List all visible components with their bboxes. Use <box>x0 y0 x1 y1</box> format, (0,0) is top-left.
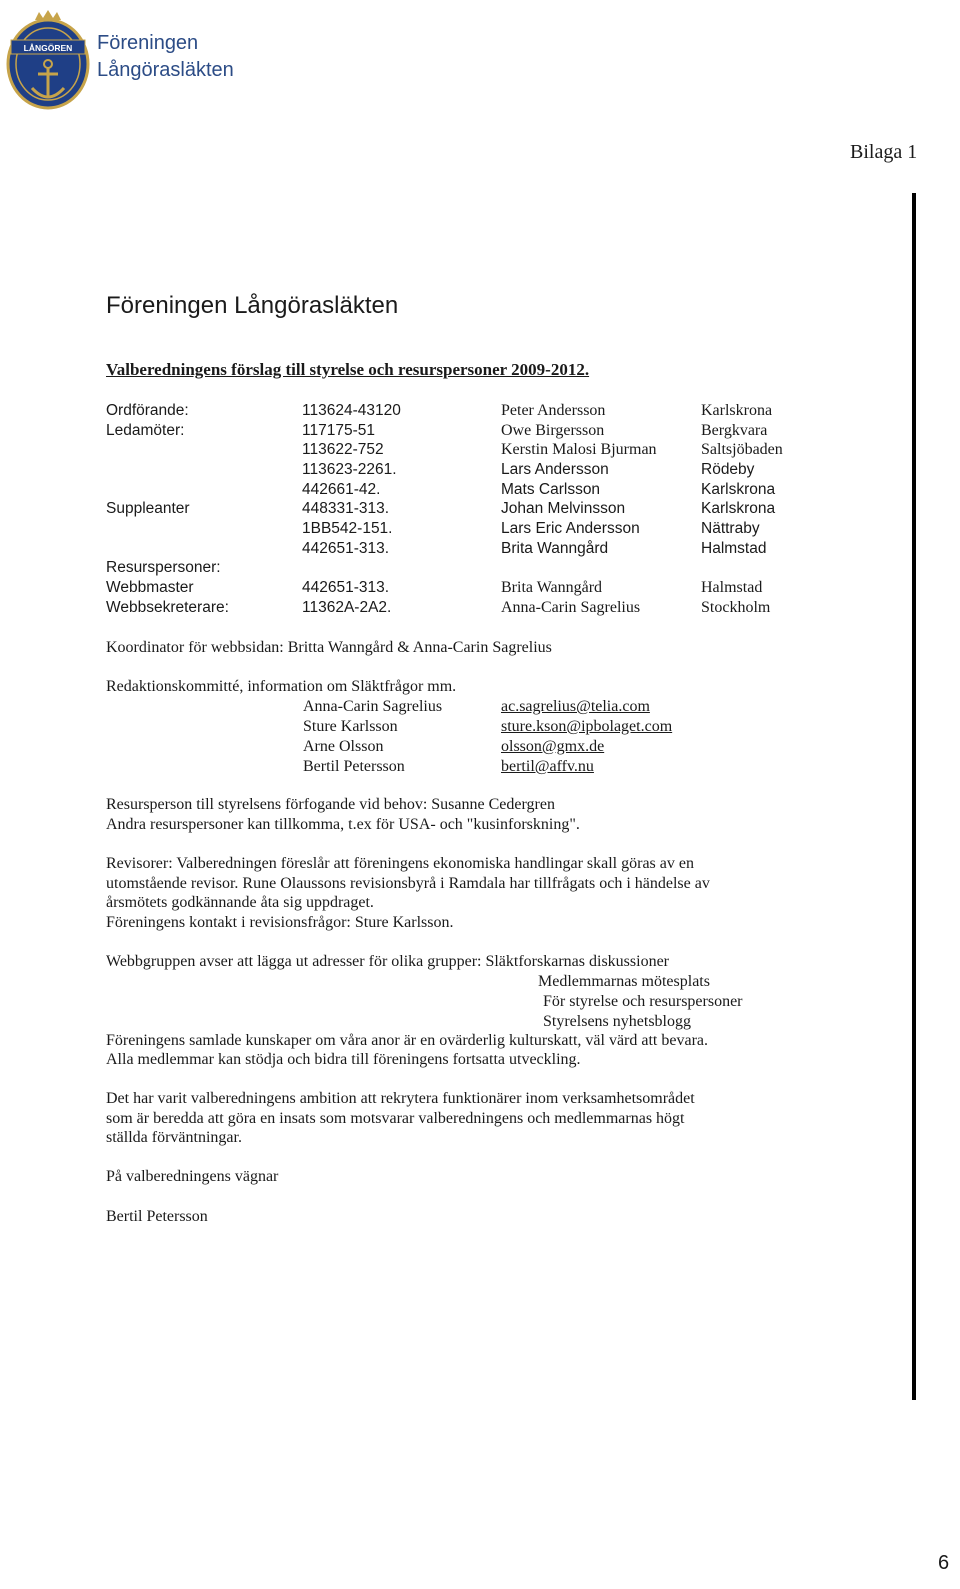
signature: Bertil Petersson <box>106 1208 208 1225</box>
member-id: 442651-313. <box>302 579 390 596</box>
member-id: 113623-2261. <box>302 461 397 478</box>
role-webbsekreterare: Webbsekreterare: <box>106 599 229 616</box>
member-name: Owe Birgersson <box>501 422 605 439</box>
member-name: Brita Wanngård <box>501 579 603 596</box>
auditor-contact: Föreningens kontakt i revisionsfrågor: Sture Karlsson. <box>106 914 454 931</box>
editor-name: Sture Karlsson <box>303 718 398 735</box>
member-name: Mats Carlsson <box>501 481 601 498</box>
editor-email-link[interactable]: ac.sagrelius@telia.com <box>501 698 650 715</box>
member-id: 442661-42. <box>302 481 381 498</box>
member-name: Peter Andersson <box>501 402 606 419</box>
member-city: Saltsjöbaden <box>701 441 783 458</box>
member-id: 117175-51 <box>302 422 375 439</box>
role-suppleanter: Suppleanter <box>106 500 190 517</box>
web-group-intro: Webbgruppen avser att lägga ut adresser för olika grupper: Släktforskarnas diskussioner <box>106 953 669 970</box>
member-city: Rödeby <box>701 461 755 478</box>
auditor-text: årsmötets godkännande åta sig uppdraget. <box>106 894 374 911</box>
section-title: Valberedningens förslag till styrelse och resurspersoner 2009-2012. <box>106 360 590 379</box>
page-number: 6 <box>938 1552 950 1574</box>
brand-name <box>97 30 234 84</box>
society-logo <box>5 6 91 110</box>
role-ordforande: Ordförande: <box>106 402 189 419</box>
member-name: Anna-Carin Sagrelius <box>501 599 641 616</box>
resource-person-note: Andra resurspersoner kan tillkomma, t.ex för USA- och "kusinforskning". <box>106 816 580 833</box>
member-id: 113624-43120 <box>302 402 401 419</box>
member-name: Kerstin Malosi Bjurman <box>501 441 657 458</box>
editor-email-link[interactable]: sture.kson@ipbolaget.com <box>501 718 673 735</box>
heritage-text: Alla medlemmar kan stödja och bidra till föreningens fortsatta utveckling. <box>106 1051 581 1068</box>
member-id: 1BB542-151. <box>302 520 393 537</box>
ambition-text: som är beredda att göra en insats som motsvarar valberedningens och medlemmarnas högt <box>106 1110 685 1127</box>
editor-name: Arne Olsson <box>303 738 384 755</box>
member-city: Halmstad <box>701 540 767 557</box>
web-group-item: För styrelse och resurspersoner <box>543 993 743 1010</box>
member-id: 448331-313. <box>302 500 390 517</box>
web-group-item: Medlemmarnas mötesplats <box>538 973 710 990</box>
resource-person-line: Resursperson till styrelsens förfogande vid behov: Susanne Cedergren <box>106 796 555 813</box>
editor-name: Bertil Petersson <box>303 758 405 775</box>
attachment-label: Bilaga 1 <box>850 141 918 163</box>
brand-line-2: Långörasläkten <box>97 59 234 81</box>
coordinator-line: Koordinator för webbsidan: Britta Wanngård & Anna-Carin Sagrelius <box>106 639 552 656</box>
editor-email-link[interactable]: bertil@affv.nu <box>501 758 594 775</box>
member-city: Karlskrona <box>701 481 776 498</box>
ambition-text: Det har varit valberedningens ambition att rekrytera funktionärer inom verksamhetsområdet <box>106 1090 695 1107</box>
svg-text:LÅNGÖREN: LÅNGÖREN <box>23 43 73 53</box>
editor-name: Anna-Carin Sagrelius <box>303 698 443 715</box>
member-city: Stockholm <box>701 599 771 616</box>
brand-line-1: Föreningen <box>97 32 199 54</box>
member-city: Karlskrona <box>701 402 773 419</box>
web-group-item: Styrelsens nyhetsblogg <box>543 1013 691 1030</box>
member-id: 113622-752 <box>302 441 384 458</box>
member-city: Nättraby <box>701 520 760 537</box>
ambition-text: ställda förväntningar. <box>106 1129 242 1146</box>
member-name: Brita Wanngård <box>501 540 609 557</box>
auditor-text: Revisorer: Valberedningen föreslår att föreningens ekonomiska handlingar skall göras av en <box>106 855 694 872</box>
member-city: Karlskrona <box>701 500 776 517</box>
editorial-heading: Redaktionskommitté, information om Släktfrågor mm. <box>106 678 457 695</box>
auditor-text: utomstående revisor. Rune Olaussons revisionsbyrå i Ramdala har tillfrågats och i händelse av <box>106 875 710 892</box>
member-city: Bergkvara <box>701 422 768 439</box>
member-name: Lars Andersson <box>501 461 609 478</box>
member-id: 442651-313. <box>302 540 390 557</box>
member-name: Lars Eric Andersson <box>501 520 640 537</box>
role-ledamoter: Ledamöter: <box>106 422 185 439</box>
role-resurspersoner: Resurspersoner: <box>106 559 221 576</box>
heritage-text: Föreningens samlade kunskaper om våra anor är en ovärderlig kulturskatt, väl värd att bevara. <box>106 1032 709 1049</box>
member-name: Johan Melvinsson <box>501 500 626 517</box>
closing-line: På valberedningens vägnar <box>106 1168 279 1185</box>
role-webbmaster: Webbmaster <box>106 579 194 596</box>
margin-bar <box>912 193 916 1400</box>
member-id: 11362A-2A2. <box>302 599 392 616</box>
member-city: Halmstad <box>701 579 763 596</box>
editor-email-link[interactable]: olsson@gmx.de <box>501 738 605 755</box>
document-title: Föreningen Långörasläkten <box>106 292 399 319</box>
